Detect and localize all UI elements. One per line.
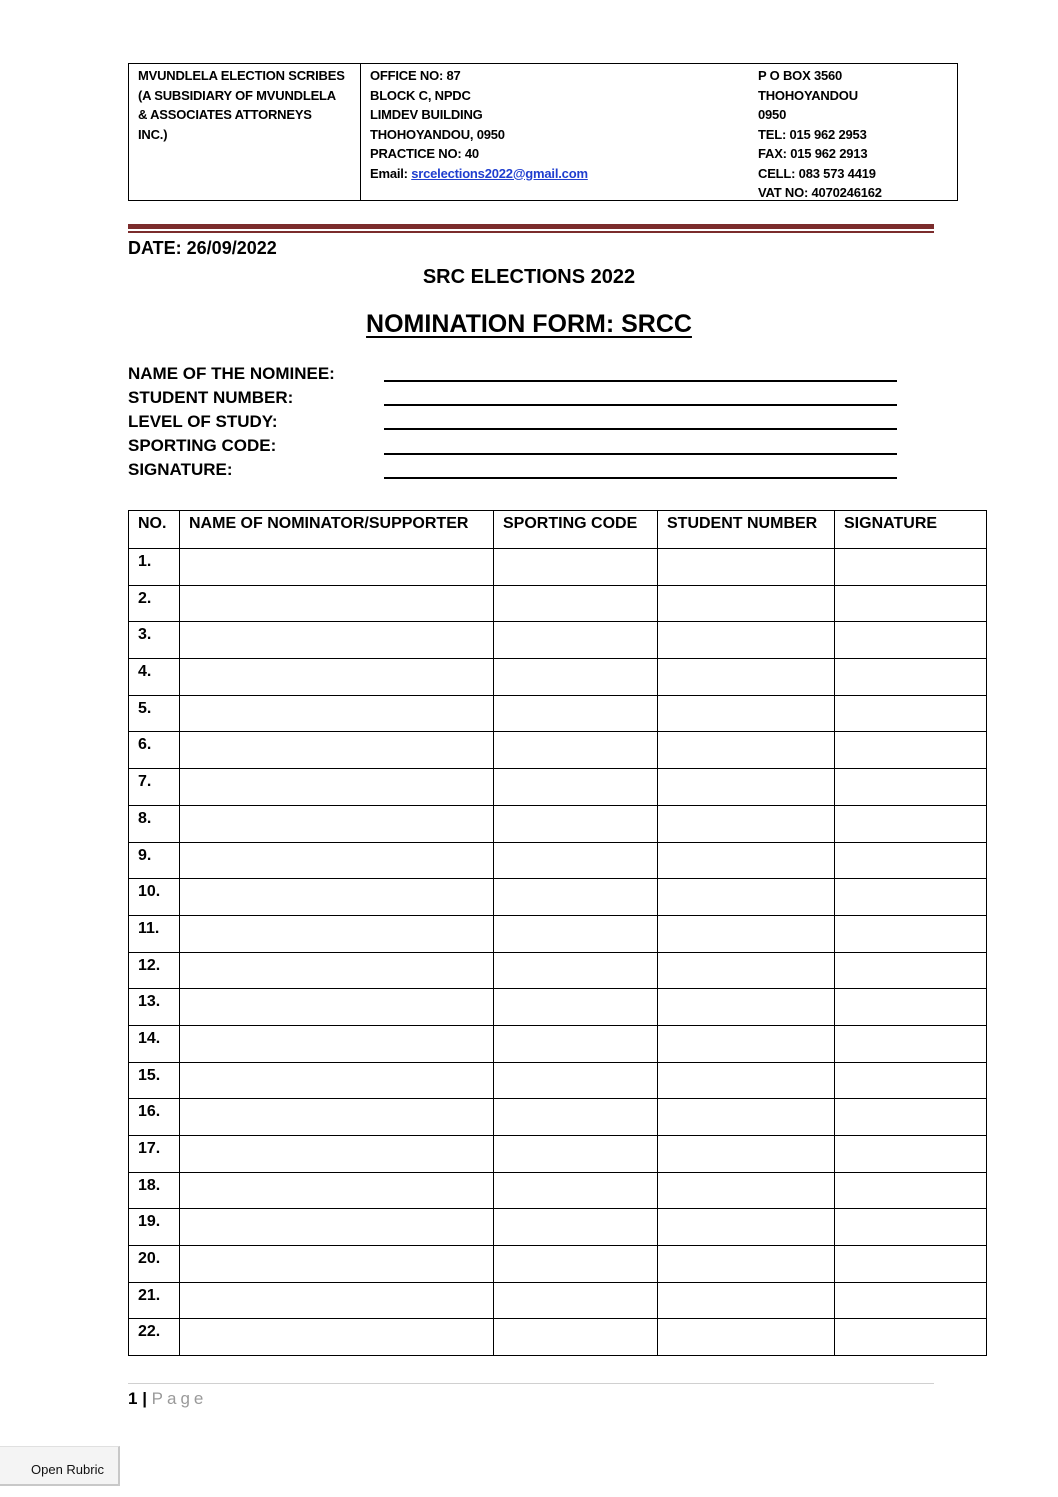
sporting-code-cell[interactable] [494,622,658,659]
row-number-cell: 11. [129,915,180,952]
nominator-name-cell[interactable] [180,1172,494,1209]
contact-line: VAT NO: 4070246162 [758,185,882,200]
col-header-sporting-code: SPORTING CODE [494,511,658,549]
company-line: & ASSOCIATES ATTORNEYS [138,107,312,122]
signature-cell[interactable] [835,549,987,586]
table-row [129,952,987,989]
signature-cell[interactable] [835,1099,987,1136]
signature-cell[interactable] [835,732,987,769]
student-number-cell[interactable] [658,1062,835,1099]
col-header-signature: SIGNATURE [835,511,987,549]
table-row [129,879,987,916]
sporting-code-cell[interactable] [494,585,658,622]
row-number-cell: 22. [129,1319,180,1356]
table-row [129,549,987,586]
sporting-code-cell[interactable] [494,769,658,806]
row-number-cell: 20. [129,1246,180,1283]
nominator-name-cell[interactable] [180,1099,494,1136]
table-row [129,805,987,842]
signature-cell[interactable] [835,695,987,732]
office-line: LIMDEV BUILDING [370,107,483,122]
col-header-name: NAME OF NOMINATOR/SUPPORTER [180,511,494,549]
nominator-name-cell[interactable] [180,659,494,696]
nominator-name-cell[interactable] [180,1025,494,1062]
signature-cell[interactable] [835,1172,987,1209]
signature-cell[interactable] [835,842,987,879]
contact-line: THOHOYANDOU [758,87,858,103]
table-row [129,1025,987,1062]
table-row [129,585,987,622]
row-number-cell: 16. [129,1099,180,1136]
table-row [129,1136,987,1173]
table-row [129,732,987,769]
student-number-cell[interactable] [658,1246,835,1283]
table-row [129,1099,987,1136]
page-word: Page [151,1389,208,1408]
nominator-name-cell[interactable] [180,989,494,1026]
email-link[interactable]: srcelections2022@gmail.com [411,165,588,181]
nominator-name-cell[interactable] [180,622,494,659]
signature-cell[interactable] [835,915,987,952]
nominator-name-cell[interactable] [180,1209,494,1246]
student-number-cell[interactable] [658,1136,835,1173]
letterhead-contact [749,64,957,200]
nominator-name-cell[interactable] [180,1282,494,1319]
signature-cell[interactable] [835,769,987,806]
signature-cell[interactable] [835,1025,987,1062]
nominator-name-cell[interactable] [180,1319,494,1356]
student-number-cell[interactable] [658,879,835,916]
contact-line: FAX: 015 962 2913 [758,146,868,161]
email-line [370,164,749,184]
nominator-name-cell[interactable] [180,842,494,879]
sporting-code-cell[interactable] [494,1282,658,1319]
page-footer [128,1389,207,1409]
student-number-cell[interactable] [658,1319,835,1356]
row-number-cell: 6. [129,732,180,769]
nominator-name-cell[interactable] [180,585,494,622]
student-number-cell[interactable] [658,769,835,806]
signature-cell[interactable] [835,879,987,916]
sporting-code-cell[interactable] [494,1136,658,1173]
header-rule-thin [128,231,934,233]
col-header-student-number: STUDENT NUMBER [658,511,835,549]
election-heading: SRC ELECTIONS 2022 [422,266,636,288]
nominator-name-cell[interactable] [180,952,494,989]
signature-cell[interactable] [835,585,987,622]
table-header-row [129,511,987,549]
footer-separator: | [137,1389,152,1408]
office-line: THOHOYANDOU, 0950 [370,126,505,142]
student-number-line[interactable] [384,404,897,406]
student-number-cell[interactable] [658,695,835,732]
student-number-cell[interactable] [658,842,835,879]
nominator-name-cell[interactable] [180,732,494,769]
form-title-text: NOMINATION FORM: SRCC [366,310,692,338]
table-row [129,1282,987,1319]
row-number-cell: 1. [129,549,180,586]
sporting-code-cell[interactable] [494,952,658,989]
table-row [129,1246,987,1283]
open-rubric-button[interactable]: Open Rubric [0,1446,120,1486]
level-of-study-line[interactable] [384,428,897,430]
row-number-cell: 18. [129,1172,180,1209]
student-number-cell[interactable] [658,805,835,842]
sporting-code-cell[interactable] [494,1172,658,1209]
signature-label: SIGNATURE: [128,460,233,479]
sporting-code-cell[interactable] [494,732,658,769]
sporting-code-line[interactable] [384,453,897,455]
office-line: OFFICE NO: 87 [370,68,461,83]
table-row [129,769,987,806]
nominator-name-cell[interactable] [180,695,494,732]
nominee-name-line[interactable] [384,380,897,382]
student-number-cell[interactable] [658,659,835,696]
table-row [129,915,987,952]
document-date: DATE: 26/09/2022 [128,238,277,258]
signature-cell[interactable] [835,659,987,696]
signature-cell[interactable] [835,1319,987,1356]
student-number-cell[interactable] [658,989,835,1026]
nominator-name-cell[interactable] [180,805,494,842]
row-number-cell: 21. [129,1282,180,1319]
nominator-name-cell[interactable] [180,1062,494,1099]
table-row [129,695,987,732]
nominator-name-cell[interactable] [180,769,494,806]
contact-line: 0950 [758,107,787,122]
company-line: INC.) [138,126,168,142]
contact-line: P O BOX 3560 [758,68,843,83]
signature-cell[interactable] [835,1136,987,1173]
row-number-cell: 17. [129,1136,180,1173]
row-number-cell: 4. [129,659,180,696]
row-number-cell: 12. [129,952,180,989]
table-row [129,1062,987,1099]
table-row [129,659,987,696]
student-number-cell[interactable] [658,622,835,659]
signature-line[interactable] [384,477,897,479]
table-row [129,1172,987,1209]
table-row [129,1319,987,1356]
signature-cell[interactable] [835,805,987,842]
sporting-code-cell[interactable] [494,989,658,1026]
student-number-cell[interactable] [658,1099,835,1136]
table-row [129,622,987,659]
contact-line: CELL: 083 573 4419 [758,165,876,181]
company-line: (A SUBSIDIARY OF MVUNDLELA [138,87,336,103]
signature-cell[interactable] [835,622,987,659]
row-number-cell: 8. [129,805,180,842]
student-number-cell[interactable] [658,1172,835,1209]
signature-cell[interactable] [835,1282,987,1319]
page-number: 1 [128,1389,138,1408]
sporting-code-cell[interactable] [494,915,658,952]
sporting-code-cell[interactable] [494,842,658,879]
row-number-cell: 9. [129,842,180,879]
student-number-cell[interactable] [658,1282,835,1319]
nomination-table [128,510,987,1356]
student-number-cell[interactable] [658,952,835,989]
sporting-code-cell[interactable] [494,1319,658,1356]
signature-cell[interactable] [835,989,987,1026]
signature-cell[interactable] [835,1062,987,1099]
nominator-name-cell[interactable] [180,1246,494,1283]
footer-rule [128,1383,934,1384]
row-number-cell: 2. [129,585,180,622]
email-label: Email: [370,165,412,181]
student-number-label: STUDENT NUMBER: [128,388,294,407]
sporting-code-cell[interactable] [494,659,658,696]
signature-cell[interactable] [835,1246,987,1283]
form-title [0,310,1058,339]
office-line: PRACTICE NO: 40 [370,146,479,161]
level-of-study-label: LEVEL OF STUDY: [128,412,278,431]
row-number-cell: 19. [129,1209,180,1246]
nominator-name-cell[interactable] [180,915,494,952]
table-row [129,842,987,879]
sporting-code-cell[interactable] [494,1099,658,1136]
letterhead-office [361,64,749,200]
row-number-cell: 10. [129,879,180,916]
student-number-cell[interactable] [658,1209,835,1246]
company-line: MVUNDLELA ELECTION SCRIBES [138,68,345,83]
signature-cell[interactable] [835,1209,987,1246]
col-header-no: NO. [129,511,180,549]
row-number-cell: 14. [129,1025,180,1062]
nominator-name-cell[interactable] [180,1136,494,1173]
student-number-cell[interactable] [658,549,835,586]
row-number-cell: 13. [129,989,180,1026]
sporting-code-cell[interactable] [494,1246,658,1283]
nominator-name-cell[interactable] [180,549,494,586]
student-number-cell[interactable] [658,585,835,622]
letterhead-company [129,64,361,200]
student-number-cell[interactable] [658,915,835,952]
sporting-code-cell[interactable] [494,1209,658,1246]
sporting-code-label: SPORTING CODE: [128,436,277,455]
sporting-code-cell[interactable] [494,1062,658,1099]
header-rule [128,224,934,229]
student-number-cell[interactable] [658,1025,835,1062]
sporting-code-cell[interactable] [494,695,658,732]
sporting-code-cell[interactable] [494,879,658,916]
nominator-name-cell[interactable] [180,879,494,916]
sporting-code-cell[interactable] [494,549,658,586]
sporting-code-cell[interactable] [494,805,658,842]
row-number-cell: 7. [129,769,180,806]
row-number-cell: 15. [129,1062,180,1099]
signature-cell[interactable] [835,952,987,989]
nominee-name-label: NAME OF THE NOMINEE: [128,364,335,383]
office-line: BLOCK C, NPDC [370,87,471,103]
contact-line: TEL: 015 962 2953 [758,126,867,142]
letterhead [128,63,958,201]
table-row [129,989,987,1026]
row-number-cell: 3. [129,622,180,659]
table-row [129,1209,987,1246]
row-number-cell: 5. [129,695,180,732]
student-number-cell[interactable] [658,732,835,769]
sporting-code-cell[interactable] [494,1025,658,1062]
